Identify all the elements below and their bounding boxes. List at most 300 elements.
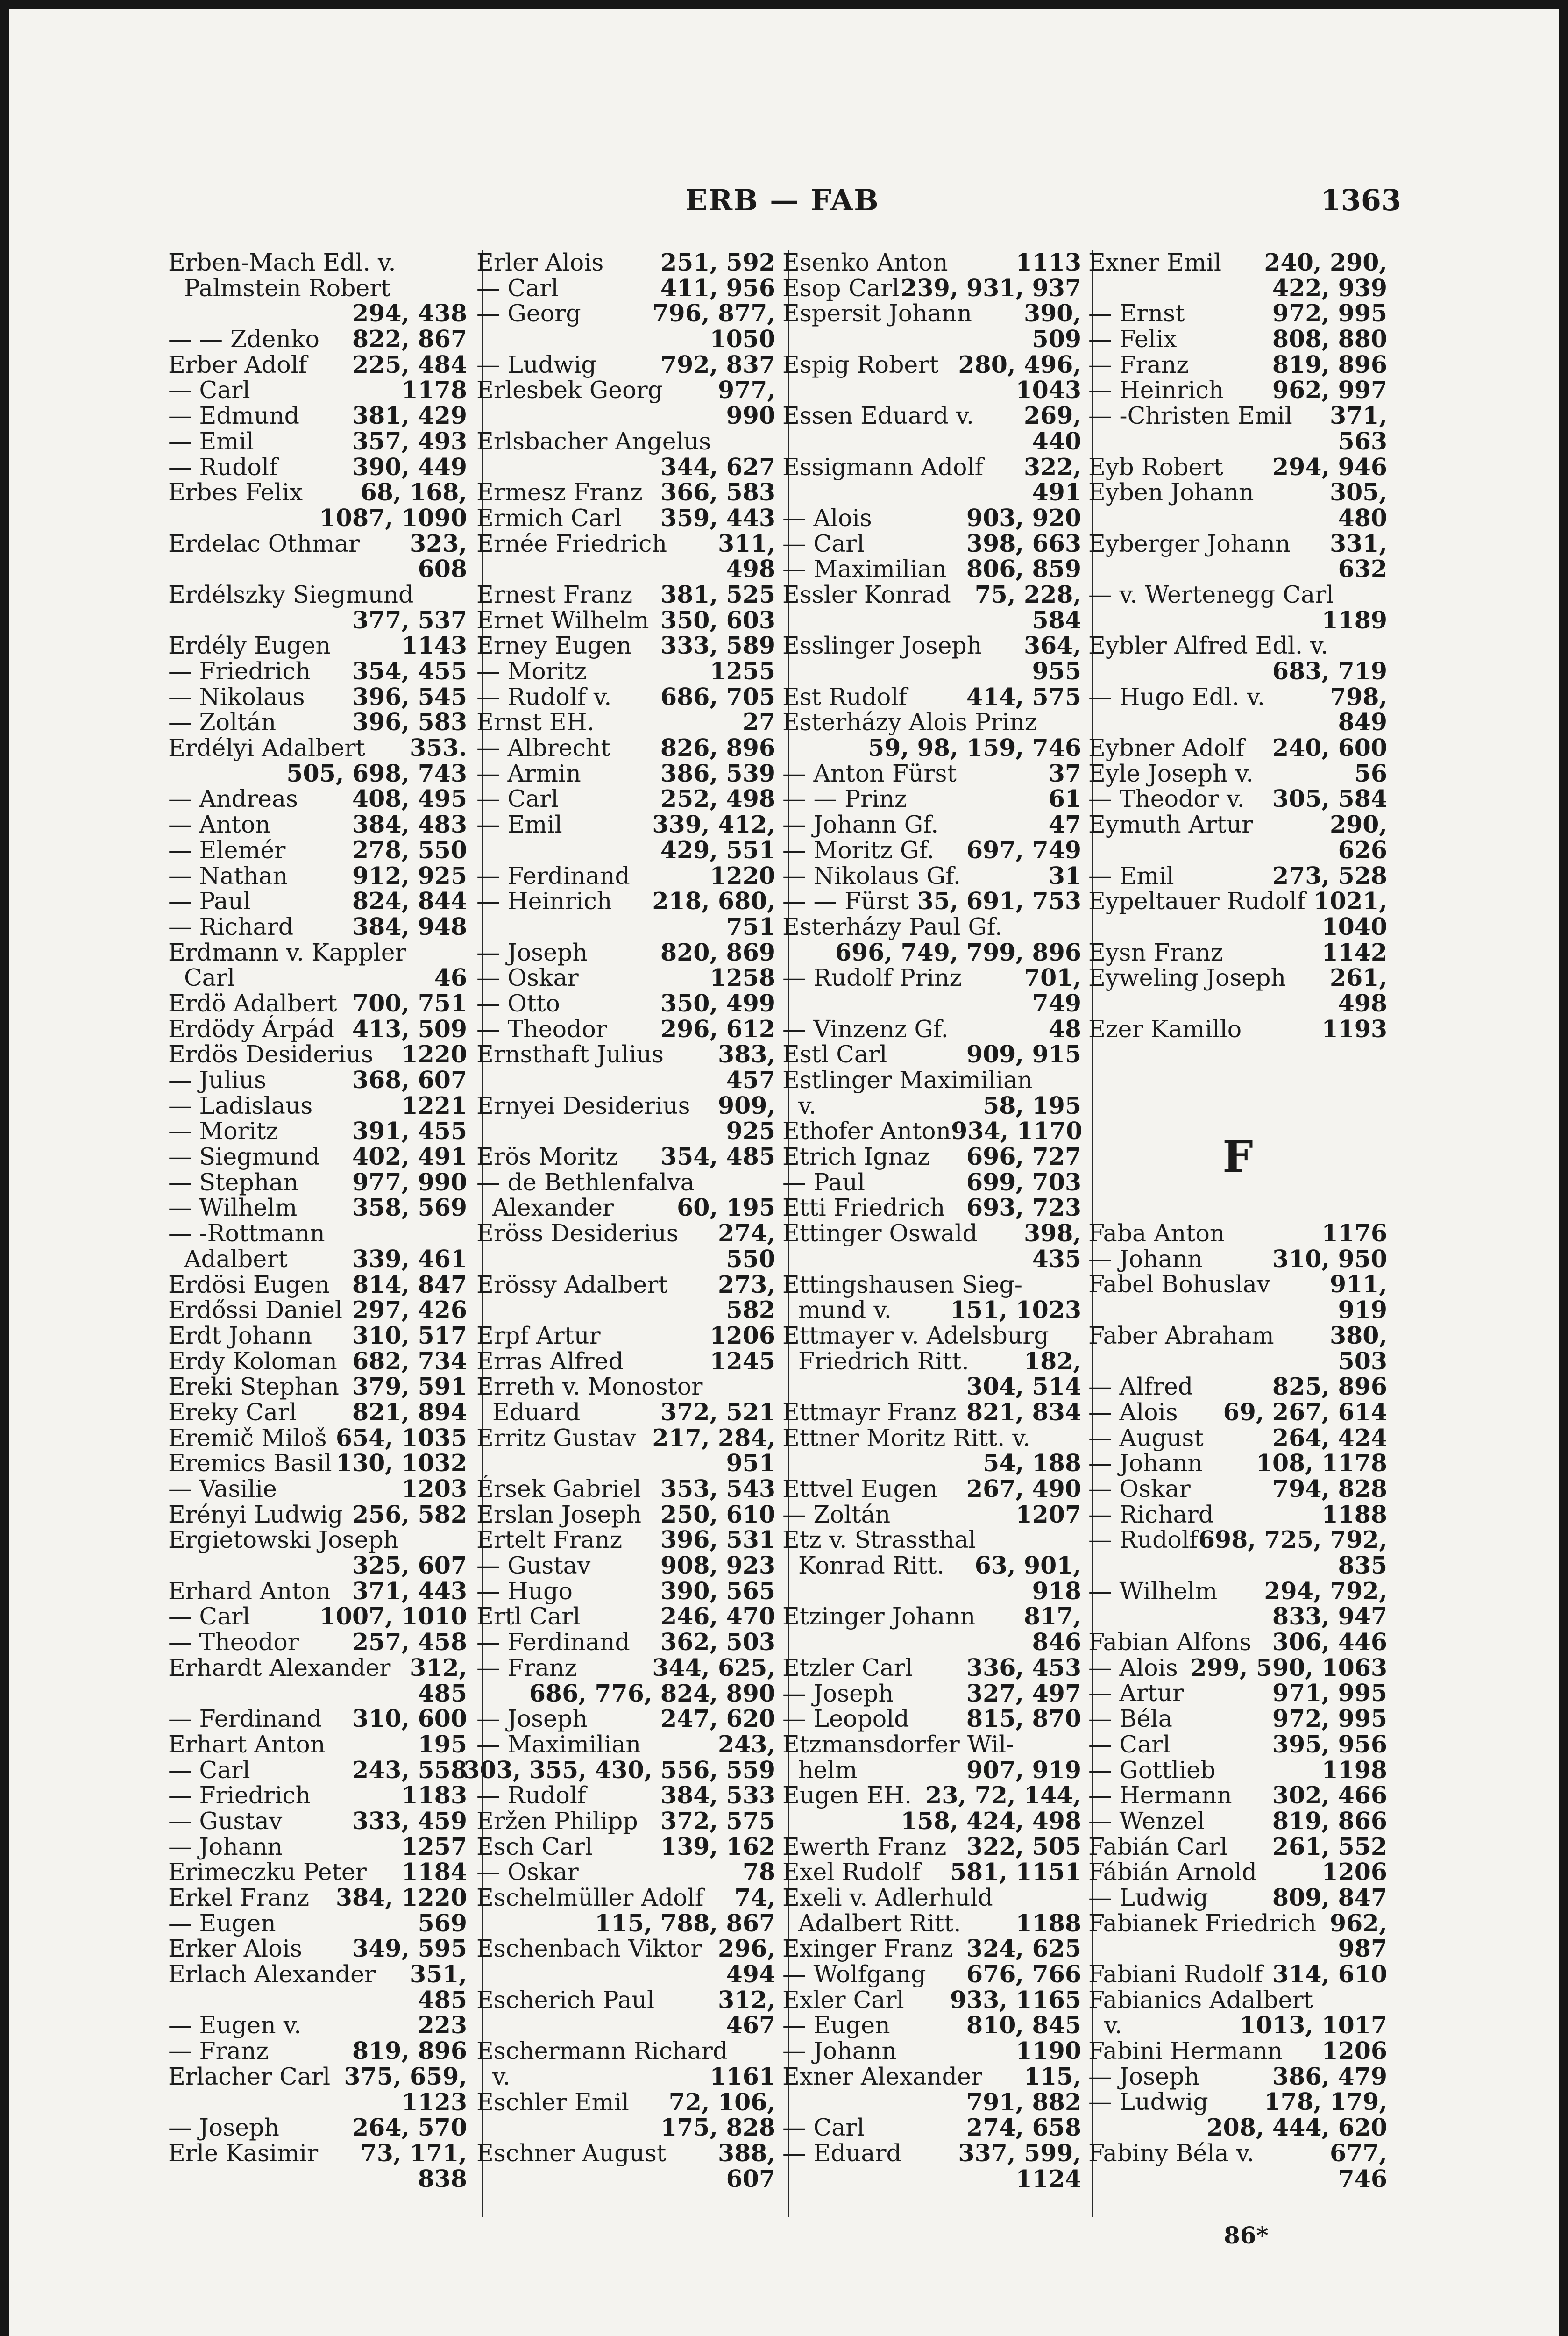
index-entry-continuation [476, 1297, 775, 1323]
entry-name: Erreth v. Monostor [476, 1373, 703, 1401]
index-entry [476, 250, 775, 276]
index-entry [1088, 1246, 1387, 1272]
index-entry [168, 480, 467, 506]
entry-pages: 835 [1338, 1552, 1387, 1579]
index-entry [1088, 1425, 1387, 1451]
entry-name: — Emil [476, 811, 562, 839]
entry-pages: 59, 98, 159, 746 [868, 734, 1081, 762]
index-entry [168, 2064, 467, 2090]
entry-pages: 72, 106, [668, 2088, 775, 2116]
index-entry-continuation [1088, 429, 1387, 455]
entry-name: Etz v. Strassthal [782, 1526, 976, 1554]
entry-pages: 310, 517 [352, 1321, 467, 1349]
entry-pages: 696, 727 [966, 1143, 1081, 1171]
index-entry [476, 301, 775, 327]
entry-name: Adalbert [184, 1245, 288, 1273]
index-entry [168, 1297, 467, 1323]
entry-name: — Heinrich [476, 887, 612, 915]
index-entry [476, 1221, 775, 1246]
index-entry-continuation [168, 761, 467, 787]
index-entry-continuation [168, 1553, 467, 1579]
entry-name [476, 1681, 529, 1707]
index-entry-continuation [1088, 2115, 1387, 2141]
entry-pages: 1207 [1015, 1500, 1081, 1528]
index-entry [476, 991, 775, 1017]
index-entry [782, 276, 1081, 301]
entry-pages: 934, 1170 [951, 1117, 1083, 1145]
entry-name: — — Zdenko [168, 325, 319, 353]
index-entry [476, 889, 775, 914]
entry-name: Eduard [492, 1398, 581, 1426]
entry-name: Erdőssi Daniel [168, 1296, 343, 1324]
index-entry [168, 1502, 467, 1528]
entry-name: Eybler Alfred Edl. v. [1088, 632, 1328, 660]
entry-pages: 1258 [710, 964, 775, 992]
entry-name: — Moritz [476, 657, 587, 685]
index-entry [782, 710, 1081, 735]
entry-name: — Joseph [476, 1705, 588, 1733]
index-entry [168, 1068, 467, 1093]
index-entry [782, 1425, 1081, 1451]
entry-name [476, 1962, 726, 1987]
index-entry [476, 761, 775, 787]
entry-name [1088, 1604, 1272, 1630]
entry-pages: 817, [1024, 1602, 1081, 1631]
index-entry [476, 1936, 775, 1962]
index-column-1 [168, 250, 467, 2236]
entry-name: Etzler Carl [782, 1653, 913, 1681]
entry-pages: 314, 610 [1272, 1960, 1387, 1988]
index-entry [782, 1068, 1081, 1093]
index-entry-continuation [1088, 838, 1387, 863]
entry-pages: 1021, [1313, 887, 1387, 915]
index-entry-continuation [168, 506, 467, 531]
entry-pages: 1206 [1321, 2037, 1387, 2065]
entry-name [476, 2115, 660, 2141]
entry-name: — Oskar [476, 964, 579, 992]
entry-name: Eyben Johann [1088, 478, 1254, 506]
index-entry-continuation [1088, 710, 1387, 735]
entry-pages: 312, [410, 1653, 467, 1681]
index-entry [476, 1323, 775, 1349]
index-entry [1088, 531, 1387, 557]
entry-pages: 972, 995 [1272, 1705, 1387, 1733]
entry-name: — Gustav [168, 1807, 283, 1835]
entry-pages: 698, 725, 792, [1198, 1526, 1387, 1554]
index-entry [782, 1042, 1081, 1068]
entry-name: — Anton Fürst [782, 759, 957, 787]
entry-name: Eyle Joseph v. [1088, 759, 1254, 787]
entry-pages: 819, 896 [352, 2037, 467, 2065]
entry-name: — Maximilian [782, 555, 947, 583]
entry-pages: 1007, 1010 [319, 1602, 467, 1631]
index-entry [476, 1400, 775, 1425]
entry-name: — Eugen [168, 1909, 276, 1937]
entry-name: v. [798, 1091, 816, 1119]
entry-pages: 626 [1338, 836, 1387, 864]
entry-pages: 908, 923 [660, 1552, 775, 1580]
index-entry [782, 2141, 1081, 2166]
index-entry [1088, 327, 1387, 352]
entry-name: — Wilhelm [168, 1194, 298, 1222]
entry-pages: 749 [1032, 989, 1081, 1017]
index-entry-continuation [782, 2166, 1081, 2192]
index-entry [782, 889, 1081, 914]
entry-name [476, 1297, 726, 1323]
entry-pages: 686, 776, 824, 890 [529, 1679, 775, 1707]
index-entry-continuation [782, 659, 1081, 684]
entry-pages: 383, [718, 1040, 775, 1068]
entry-name [476, 556, 726, 582]
index-entry [476, 1349, 775, 1375]
index-entry [1088, 1962, 1387, 1987]
entry-pages: 792, 837 [660, 350, 775, 378]
index-entry [476, 1809, 775, 1834]
entry-pages: 1220 [710, 862, 775, 890]
entry-name [476, 1911, 595, 1937]
entry-pages: 388, [718, 2139, 775, 2167]
running-head: ERB — FAB [685, 183, 880, 217]
entry-pages: 962, [1330, 1909, 1387, 1937]
entry-pages: 751 [726, 912, 775, 940]
entry-name: — Siegmund [168, 1143, 320, 1171]
entry-pages: 821, 894 [352, 1398, 467, 1426]
index-entry [168, 1579, 467, 1604]
index-entry [168, 1834, 467, 1860]
entry-pages: 584 [1032, 606, 1081, 634]
index-entry-continuation [782, 991, 1081, 1017]
entry-name: Fabián Carl [1088, 1832, 1227, 1860]
entry-name: Konrad Ritt. [798, 1552, 944, 1580]
index-entry [782, 1834, 1081, 1860]
index-entry [476, 684, 775, 710]
entry-name [168, 506, 319, 531]
entry-name: Eschenbach Viktor [476, 1935, 702, 1963]
entry-name: — Nathan [168, 862, 288, 890]
entry-name: — -Rottmann [168, 1219, 325, 1247]
entry-name: — Carl [168, 1756, 250, 1784]
index-entry-continuation [1088, 506, 1387, 531]
entry-name: — Albrecht [476, 734, 610, 762]
entry-pages: 632 [1338, 555, 1387, 583]
index-entry [476, 377, 775, 403]
entry-name [782, 608, 1032, 634]
entry-name: Essen Eduard v. [782, 402, 974, 430]
entry-pages: 305, [1330, 478, 1387, 506]
entry-name: — Ludwig [476, 350, 596, 378]
entry-pages: 494 [726, 1960, 775, 1988]
index-entry-continuation [1088, 659, 1387, 684]
entry-name [1088, 659, 1272, 684]
index-entry [168, 710, 467, 735]
entry-name [1088, 1936, 1338, 1962]
entry-pages: 296, 612 [660, 1015, 775, 1043]
index-entry [168, 838, 467, 863]
index-entry [1088, 965, 1387, 991]
index-entry [476, 710, 775, 735]
entry-pages: 35, 691, 753 [917, 887, 1081, 915]
index-entry [476, 659, 775, 684]
entry-pages: 323, [410, 529, 467, 557]
entry-pages: 1040 [1321, 912, 1387, 940]
entry-name: Eybner Adolf [1088, 734, 1245, 762]
entry-name: — Rudolf [476, 1781, 586, 1809]
entry-pages: 822, 867 [352, 325, 467, 353]
entry-name: — Alfred [1088, 1373, 1193, 1401]
entry-name: — Julius [168, 1066, 267, 1094]
entry-pages: 1245 [710, 1347, 775, 1375]
entry-name: — Carl [782, 529, 865, 557]
index-entry [168, 1476, 467, 1502]
entry-name [476, 1246, 726, 1272]
entry-pages: 384, 1220 [335, 1884, 467, 1911]
page-header [163, 178, 1401, 230]
entry-name: — Carl [1088, 1730, 1171, 1758]
index-entry [782, 1911, 1081, 1937]
entry-name: Esterházy Paul Gf. [782, 912, 1002, 940]
index-entry [476, 1527, 775, 1553]
entry-pages: 1221 [401, 1091, 467, 1119]
entry-pages: 384, 483 [352, 811, 467, 839]
index-entry-continuation [782, 377, 1081, 403]
entry-pages: 925 [726, 1117, 775, 1145]
entry-pages: 386, 479 [1272, 2062, 1387, 2090]
entry-pages: 60, 195 [677, 1194, 775, 1222]
index-entry [1088, 889, 1387, 914]
entry-name: Eyweling Joseph [1088, 964, 1286, 992]
index-entry [168, 1962, 467, 1987]
index-entry [168, 250, 467, 276]
entry-pages: 331, [1330, 529, 1387, 557]
index-entry [476, 1706, 775, 1732]
entry-name: — Richard [168, 912, 294, 940]
entry-pages: 1257 [401, 1832, 467, 1860]
entry-pages: 368, 607 [352, 1066, 467, 1094]
index-entry [168, 1195, 467, 1221]
entry-name [1088, 914, 1321, 940]
entry-pages: 158, 424, 498 [901, 1807, 1081, 1835]
index-entry [476, 1732, 775, 1758]
entry-pages: 987 [1338, 1935, 1387, 1963]
index-entry-continuation [476, 1451, 775, 1476]
entry-pages: 581, 1151 [950, 1858, 1081, 1886]
entry-name: Ertelt Franz [476, 1526, 623, 1554]
index-entry [476, 2090, 775, 2115]
entry-pages: 1043 [1015, 376, 1081, 404]
entry-pages: 1161 [710, 2062, 775, 2090]
entry-name [782, 377, 1015, 403]
index-entry [476, 1604, 775, 1630]
entry-pages: 58, 195 [983, 1091, 1081, 1119]
entry-pages: 264, 424 [1272, 1424, 1387, 1452]
index-entry-continuation [782, 1579, 1081, 1604]
entry-name: — Johann [1088, 1449, 1203, 1477]
entry-name: — Rudolf v. [476, 683, 612, 711]
page-number: 1363 [1320, 183, 1401, 217]
entry-name [782, 735, 868, 761]
entry-pages: 384, 533 [660, 1781, 775, 1809]
index-entry [168, 531, 467, 557]
index-entry [782, 684, 1081, 710]
index-entry [476, 582, 775, 608]
entry-pages: 1189 [1321, 606, 1387, 634]
entry-pages: 303, 355, 430, 556, 559 [463, 1756, 775, 1784]
index-entry-continuation [782, 429, 1081, 455]
index-entry [782, 1987, 1081, 2013]
entry-pages: 907, 919 [966, 1756, 1081, 1784]
entry-name: Exinger Franz [782, 1935, 953, 1963]
index-entry [168, 1017, 467, 1042]
entry-pages: 48 [1048, 1015, 1081, 1043]
entry-name: — Wilhelm [1088, 1577, 1218, 1605]
index-entry [782, 2064, 1081, 2090]
index-entry [476, 1579, 775, 1604]
entry-name: — Emil [168, 427, 254, 455]
entry-name [168, 301, 352, 327]
entry-name [168, 761, 286, 787]
entry-pages: 23, 72, 144, [925, 1781, 1081, 1809]
entry-name: — Johann [782, 2037, 897, 2065]
index-entry [476, 940, 775, 966]
index-entry-continuation [1088, 1936, 1387, 1962]
entry-name: Erdt Johann [168, 1321, 312, 1349]
index-entry-continuation [1088, 1297, 1387, 1323]
entry-name: Faba Anton [1088, 1219, 1225, 1247]
entry-pages: 115, [1024, 2062, 1081, 2090]
entry-pages: 509 [1032, 325, 1081, 353]
entry-name: Erhart Anton [168, 1730, 326, 1758]
index-entry-continuation [476, 1068, 775, 1093]
entry-name: — Maximilian [476, 1730, 641, 1758]
entry-name: Fabel Bohuslav [1088, 1270, 1270, 1298]
entry-pages: 310, 950 [1272, 1245, 1387, 1273]
index-entry-continuation [168, 1681, 467, 1707]
index-entry [1088, 1911, 1387, 1937]
entry-name: Erritz Gustav [476, 1424, 636, 1452]
index-entry [476, 2064, 775, 2090]
entry-name [168, 1681, 418, 1707]
entry-pages: 68, 168, [360, 478, 467, 506]
entry-name: — — Fürst [782, 887, 909, 915]
entry-pages: 337, 599, [958, 2139, 1081, 2167]
entry-pages: 1220 [401, 1040, 467, 1068]
entry-pages: 208, 444, 620 [1206, 2114, 1387, 2142]
entry-name [782, 1374, 966, 1400]
entry-pages: 353, 543 [660, 1475, 775, 1503]
entry-name [476, 2013, 726, 2038]
entry-pages: 1178 [401, 376, 467, 404]
entry-name [782, 940, 835, 966]
index-entry [782, 812, 1081, 838]
entry-pages: 290, [1330, 811, 1387, 839]
index-entry [782, 1604, 1081, 1630]
entry-pages: 1206 [710, 1321, 775, 1349]
entry-name: — Zoltán [782, 1500, 891, 1528]
entry-pages: 336, 453 [966, 1653, 1081, 1681]
entry-name: — Joseph [1088, 2062, 1199, 2090]
entry-pages: 240, 290, [1264, 249, 1387, 276]
entry-name: — Friedrich [168, 1781, 311, 1809]
entry-pages: 27 [742, 708, 775, 736]
entry-name [782, 327, 1032, 352]
entry-name [168, 1553, 352, 1579]
index-entry [168, 1604, 467, 1630]
index-entry [1088, 2013, 1387, 2038]
entry-pages: 798, [1330, 683, 1387, 711]
entry-pages: 195 [418, 1730, 467, 1758]
entry-name: — Hermann [1088, 1781, 1232, 1809]
index-entry [168, 633, 467, 659]
entry-pages: 819, 866 [1272, 1807, 1387, 1835]
index-entry [1088, 1476, 1387, 1502]
index-entry [168, 684, 467, 710]
index-entry [476, 1170, 775, 1196]
entry-name: Exeli v. Adlerhuld [782, 1884, 993, 1911]
entry-name: Erdmann v. Kappler [168, 938, 406, 966]
index-entry [168, 1527, 467, 1553]
entry-name [1088, 276, 1272, 301]
entry-name: Fabianics Adalbert [1088, 1986, 1313, 2014]
entry-name: Exner Emil [1088, 249, 1221, 276]
index-entry-continuation [782, 480, 1081, 506]
index-entry [476, 506, 775, 531]
entry-pages: 819, 896 [1272, 350, 1387, 378]
entry-name: — v. Wertenegg Carl [1088, 580, 1334, 608]
entry-pages: 810, 845 [966, 2011, 1081, 2039]
entry-pages: 247, 620 [660, 1705, 775, 1733]
entry-name: Eugen EH. [782, 1781, 912, 1809]
index-entry-continuation [782, 1451, 1081, 1476]
entry-pages: 1198 [1321, 1756, 1387, 1784]
index-entry-continuation [782, 2090, 1081, 2115]
index-entry [782, 2115, 1081, 2141]
entry-pages: 414, 575 [966, 683, 1081, 711]
index-entry [782, 1017, 1081, 1042]
entry-name: Erle Kasimir [168, 2139, 319, 2167]
entry-pages: 344, 625, [652, 1653, 775, 1681]
entry-pages: 398, [1024, 1219, 1081, 1247]
index-entry [782, 1144, 1081, 1170]
index-entry [168, 1936, 467, 1962]
entry-pages: 350, 499 [660, 989, 775, 1017]
entry-name: — Armin [476, 759, 581, 787]
entry-pages: 390, 565 [660, 1577, 775, 1605]
entry-name: — Ernst [1088, 299, 1185, 328]
entry-pages: 322, 505 [966, 1832, 1081, 1860]
entry-name: — Ferdinand [476, 1628, 630, 1656]
index-entry [168, 1758, 467, 1783]
index-entry [476, 1476, 775, 1502]
entry-name [782, 659, 1032, 684]
entry-name: Eröss Desiderius [476, 1219, 679, 1247]
entry-name: — Eduard [782, 2139, 901, 2167]
index-entry [1088, 455, 1387, 480]
index-entry [1088, 761, 1387, 787]
index-entry [1088, 1451, 1387, 1476]
index-entry [782, 1400, 1081, 1425]
index-entry [1088, 250, 1387, 276]
entry-name: — Gottlieb [1088, 1756, 1216, 1784]
entry-name: — — Prinz [782, 785, 907, 813]
entry-name: Erdödy Árpád [168, 1015, 335, 1043]
entry-name: — Ferdinand [476, 862, 630, 890]
index-entry [476, 735, 775, 761]
index-entry [168, 2115, 467, 2141]
entry-pages: 380, [1330, 1321, 1387, 1349]
index-entry [1088, 786, 1387, 812]
entry-name: — Nikolaus Gf. [782, 862, 961, 890]
index-entry [782, 1221, 1081, 1246]
